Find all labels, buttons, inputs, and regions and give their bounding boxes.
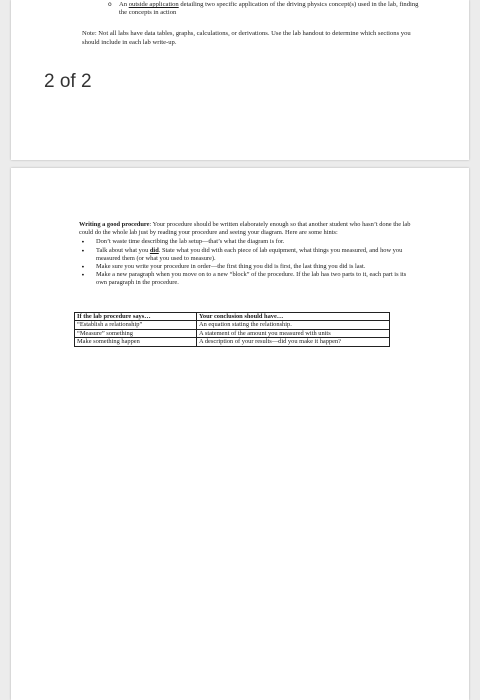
hint-item — [79, 271, 414, 287]
procedure-intro-text: : Your procedure should be written elaborately enough so that another student who hasn’t done the lab could do the whole lab just by reading your procedure and seeing your diagram. Here are some hints: — [79, 221, 411, 237]
procedure-intro — [79, 221, 414, 237]
bullet-icon: • — [81, 263, 85, 272]
table-row — [75, 338, 390, 346]
table-cell: “Measure” something — [75, 329, 197, 337]
hints-list — [79, 238, 414, 287]
hint-item — [79, 247, 414, 263]
table-cell: A description of your results—did you make it happen? — [197, 338, 390, 346]
hollow-bullet-icon: o — [108, 1, 112, 8]
page-indicator: 2 of 2 — [44, 71, 92, 92]
table-cell: “Establish a relationship” — [75, 321, 197, 329]
procedure-section — [79, 221, 414, 288]
outside-application-item — [108, 1, 419, 17]
table-cell: Make something happen — [75, 338, 197, 346]
hint-text: Don’t waste time describing the lab setup—that’s what the diagram is for. — [96, 238, 285, 246]
lab-note: Note: Not all labs have data tables, graphs, calculations, or derivations. Use the lab handout to determine which sections you should include in each lab write-up. — [82, 30, 411, 46]
bullet-icon: • — [81, 238, 85, 247]
document-page-2 — [11, 168, 469, 700]
bullet-icon: • — [81, 246, 85, 255]
document-page-1 — [11, 0, 469, 160]
table-row — [75, 321, 390, 329]
hint-text-bold: did — [149, 246, 159, 254]
table-cell: An equation stating the relationship. — [197, 321, 390, 329]
procedure-heading: Writing a good procedure — [79, 221, 150, 228]
procedure-conclusion-table — [74, 312, 390, 347]
bullet-icon: • — [81, 271, 85, 280]
table-header-row — [75, 313, 390, 321]
hint-text-pre: Talk about what you — [96, 246, 150, 254]
hint-item — [79, 238, 414, 246]
sub-bullet-lead: An — [119, 1, 129, 8]
table-header-cell: If the lab procedure says… — [75, 313, 197, 321]
hint-text-post: . State what you did with each piece of lab equipment, what things you measured, and how you measured them (or what you used to measure). — [96, 246, 403, 262]
table-row — [75, 329, 390, 337]
hint-item — [79, 263, 414, 271]
table-header-cell: Your conclusion should have… — [197, 313, 390, 321]
sub-bullet-rest: detailing two specific application of the driving physics concept(s) used in the lab, finding the concepts in action — [119, 1, 419, 16]
hint-text: Make a new paragraph when you move on to a new “block” of the procedure. If the lab has two parts to it, each part is its own paragraph in the procedure. — [96, 271, 407, 287]
sub-bullet-underlined: outside application — [128, 1, 179, 8]
hint-text: Make sure you write your procedure in order—the first thing you did is first, the last thing you did is last. — [96, 263, 366, 271]
table-cell: A statement of the amount you measured with units — [197, 329, 390, 337]
